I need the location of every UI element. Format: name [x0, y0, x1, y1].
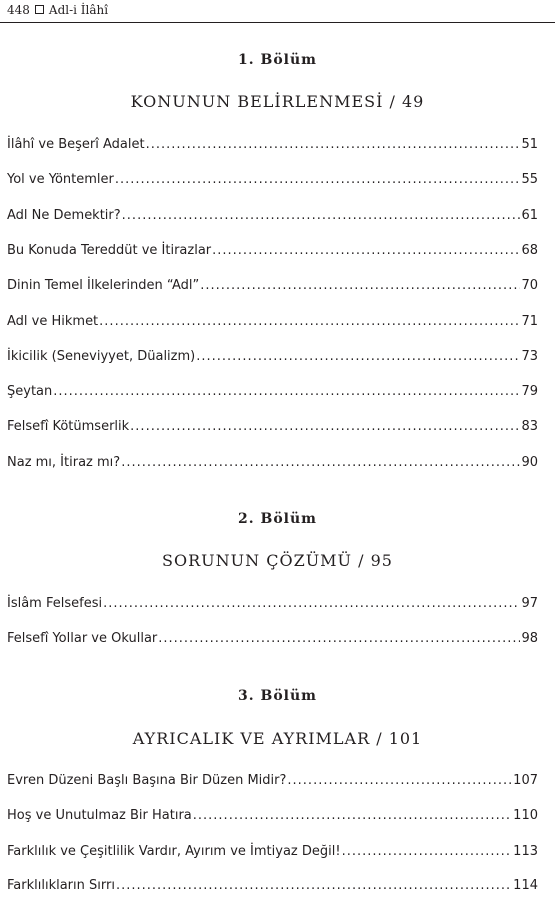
chapter-title: SORUNUN ÇÖZÜMÜ / 95 [162, 551, 393, 570]
toc-entry-title: Yol ve Yöntemler [7, 172, 114, 187]
toc-entry-title: İkicilik (Seneviyyet, Düalizm) [7, 349, 196, 364]
toc-entry-page: 98 [521, 631, 538, 646]
dot-leader [53, 382, 520, 402]
toc-entry-page: 61 [521, 208, 538, 223]
toc-entry[interactable] [7, 806, 538, 826]
dot-leader [342, 842, 513, 862]
chapter-title: AYRICALIK VE AYRIMLAR / 101 [132, 729, 423, 748]
toc-entry-page: 114 [513, 878, 538, 893]
toc-entry[interactable] [7, 276, 538, 296]
toc-entry[interactable] [7, 347, 538, 367]
toc-entry-page: 110 [513, 808, 538, 823]
dot-leader [193, 806, 512, 826]
toc-entry[interactable] [7, 771, 538, 791]
toc-entry[interactable] [7, 842, 538, 862]
chapter-label: 2. Bölüm [238, 511, 317, 527]
toc-entry-page: 71 [521, 314, 538, 329]
toc-entry-title: Dinin Temel İlkelerinden “Adl” [7, 278, 200, 293]
dot-leader [196, 347, 520, 367]
toc-entry[interactable] [7, 382, 538, 402]
chapter-label: 3. Bölüm [238, 688, 317, 704]
toc-entry-title: Farklılık ve Çeşitlilik Vardır, Ayırım ve İmtiyaz Değil! [7, 844, 341, 859]
dot-leader [122, 206, 521, 226]
toc-entry[interactable] [7, 206, 538, 226]
toc-entry-page: 70 [521, 278, 538, 293]
dot-leader [115, 170, 521, 190]
toc-entry-title: Evren Düzeni Başlı Başına Bir Düzen Midir? [7, 773, 287, 788]
toc-entry-page: 68 [521, 243, 538, 258]
toc-entry[interactable] [7, 417, 538, 437]
dot-leader [146, 135, 521, 155]
toc-entry[interactable] [7, 629, 538, 649]
toc-entry-page: 79 [521, 384, 538, 399]
toc-entry-title: Felsefî Yollar ve Okullar [7, 631, 158, 646]
toc-entry-page: 107 [513, 773, 538, 788]
toc-entry-title: Hoş ve Unutulmaz Bir Hatıra [7, 808, 192, 823]
dot-leader [116, 876, 512, 896]
toc-entry[interactable] [7, 170, 538, 190]
toc-entry-title: Adl ve Hikmet [7, 314, 99, 329]
page-number: 448 [7, 3, 30, 17]
running-header [0, 0, 555, 23]
toc-entry[interactable] [7, 876, 538, 896]
toc-entry-page: 51 [521, 137, 538, 152]
toc-entry-title: Adl Ne Demektir? [7, 208, 121, 223]
toc-entry[interactable] [7, 594, 538, 614]
dot-leader [99, 312, 520, 332]
toc-entry-title: Felsefî Kötümserlik [7, 419, 130, 434]
toc-entry-page: 55 [521, 172, 538, 187]
book-title: Adl-i İlâhî [48, 3, 109, 17]
chapter-title: KONUNUN BELİRLENMESİ / 49 [130, 92, 425, 111]
toc-entry-title: Şeytan [7, 384, 53, 399]
toc-entry-page: 113 [513, 844, 538, 859]
dot-leader [121, 453, 520, 473]
dot-leader [200, 276, 520, 296]
toc-entry-title: İlâhî ve Beşerî Adalet [7, 137, 145, 152]
toc-entry[interactable] [7, 312, 538, 332]
toc-entry-title: Naz mı, İtiraz mı? [7, 455, 121, 470]
dot-leader [103, 594, 520, 614]
toc-entry-page: 83 [521, 419, 538, 434]
toc-entry-page: 73 [521, 349, 538, 364]
square-separator-icon [35, 5, 44, 14]
chapter-label: 1. Bölüm [238, 52, 317, 68]
toc-entry[interactable] [7, 241, 538, 261]
dot-leader [158, 629, 520, 649]
toc-entry-page: 97 [521, 596, 538, 611]
dot-leader [287, 771, 512, 791]
dot-leader [212, 241, 520, 261]
toc-entry[interactable] [7, 135, 538, 155]
toc-entry-title: Farklılıkların Sırrı [7, 878, 115, 893]
toc-entry[interactable] [7, 453, 538, 473]
toc-entry-page: 90 [521, 455, 538, 470]
dot-leader [130, 417, 520, 437]
toc-entry-title: Bu Konuda Tereddüt ve İtirazlar [7, 243, 212, 258]
toc-entry-title: İslâm Felsefesi [7, 596, 103, 611]
